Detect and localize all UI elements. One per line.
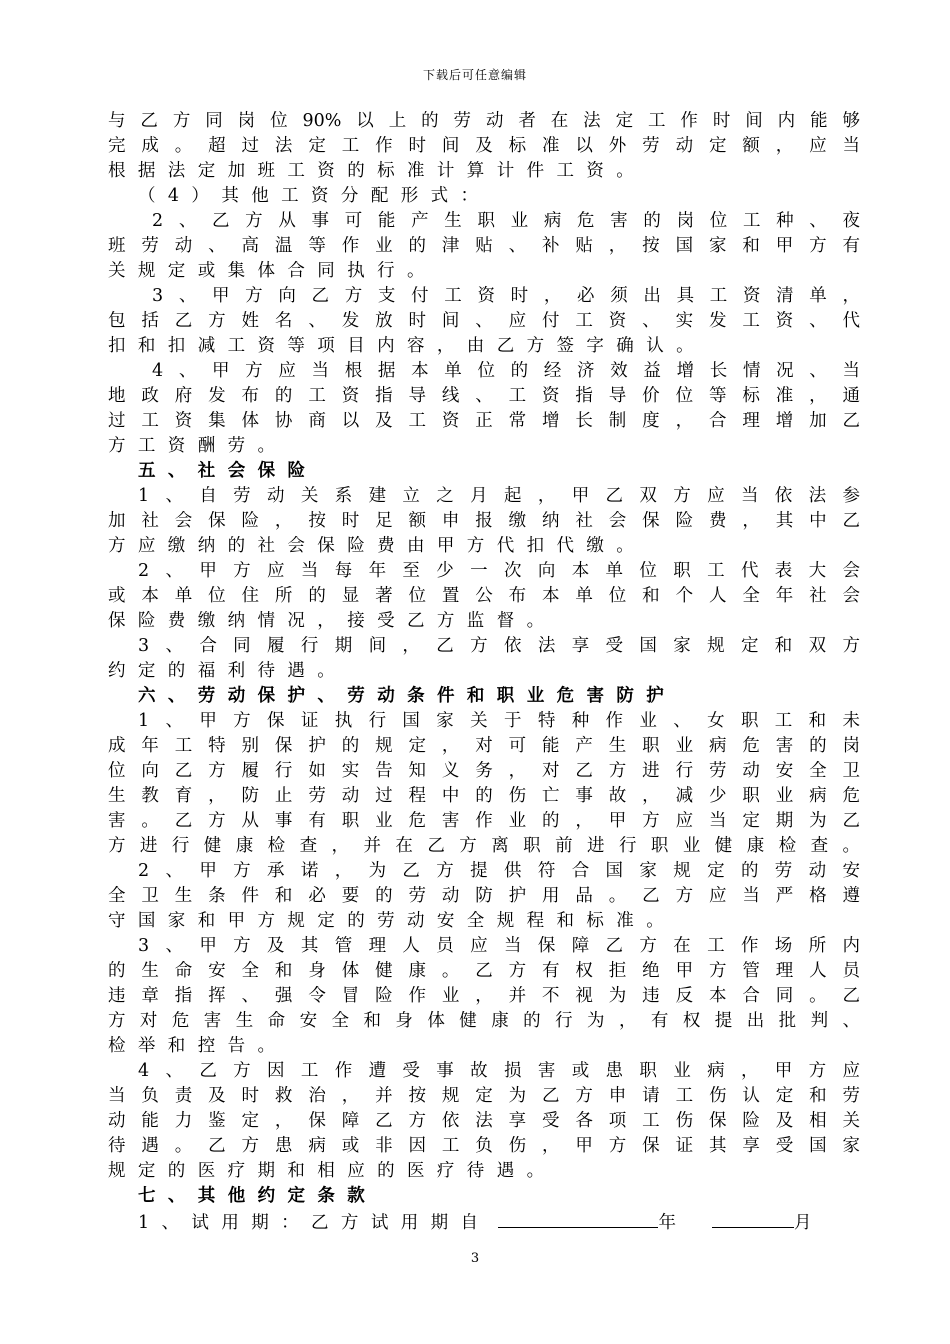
text-line: 3、合同履行期间，乙方依法享受国家规定和双方 [138, 636, 860, 656]
text-line: 方应缴纳的社会保险费由甲方代扣代缴。 [108, 536, 647, 556]
text-line: 守国家和甲方规定的劳动安全规程和标准。 [108, 911, 677, 931]
text-line: 检举和控告。 [108, 1036, 288, 1056]
year-label: 年 [658, 1213, 676, 1233]
text-line: 或本单位住所的显著位置公布本单位和个人全年社会 [108, 586, 860, 606]
text-line: 方进行健康检查，并在乙方离职前进行职业健康检查。 [108, 836, 860, 856]
text-line: 4、乙方因工作遭受事故损害或患职业病，甲方应 [138, 1061, 860, 1081]
text-line: 2、乙方从事可能产生职业病危害的岗位工种、夜 [152, 211, 860, 231]
text-line: 成年工特别保护的规定，对可能产生职业病危害的岗 [108, 736, 860, 756]
probation-label: 1、试用期：乙方试用期自 [138, 1213, 491, 1233]
text-line: 位向乙方履行如实告知义务，对乙方进行劳动安全卫 [108, 761, 860, 781]
text-line: 包括乙方姓名、发放时间、应付工资、实发工资、代 [108, 311, 860, 331]
text-line: 方对危害生命安全和身体健康的行为，有权提出批判、 [108, 1011, 860, 1031]
text-line: 动能力鉴定，保障乙方依法享受各项工伤保险及相关 [108, 1111, 860, 1131]
text-line: 加社会保险，按时足额申报缴纳社会保险费，其中乙 [108, 511, 860, 531]
text-line: 当负责及时救治，并按规定为乙方申请工伤认定和劳 [108, 1086, 860, 1106]
text-line: 违章指挥、强令冒险作业，并不视为违反本合同。乙 [108, 986, 860, 1006]
text-line: 根据法定加班工资的标准计算计件工资。 [108, 161, 647, 181]
page-number: 3 [470, 1251, 480, 1266]
text-line: 2、甲方应当每年至少一次向本单位职工代表大会 [138, 561, 860, 581]
text-line: 方工资酬劳。 [108, 436, 288, 456]
text-line: 3、甲方向乙方支付工资时，必须出具工资清单， [152, 286, 860, 306]
text-line: 完成。超过法定工作时间及标准以外劳动定额，应当 [108, 136, 860, 156]
text-line: 生教育，防止劳动过程中的伤亡事故，减少职业病危 [108, 786, 860, 806]
section-heading: 七、其他约定条款 [138, 1186, 378, 1206]
text-line: 过工资集体协商以及工资正常增长制度，合理增加乙 [108, 411, 860, 431]
text-line: 3、甲方及其管理人员应当保障乙方在工作场所内 [138, 936, 860, 956]
month-label: 月 [793, 1213, 812, 1233]
page-header: 下载后可任意编辑 [422, 68, 527, 82]
text-line: 约定的福利待遇。 [108, 661, 348, 681]
document-body [108, 109, 860, 1234]
text-line: 1、自劳动关系建立之月起，甲乙双方应当依法参 [138, 486, 860, 506]
text-line: 全卫生条件和必要的劳动防护用品。乙方应当严格遵 [108, 886, 860, 906]
probation-line [108, 1209, 860, 1234]
text-line: 关规定或集体合同执行。 [108, 261, 437, 281]
text-line: 保险费缴纳情况，接受乙方监督。 [108, 611, 557, 631]
text-line: 地政府发布的工资指导线、工资指导价位等标准，通 [108, 386, 860, 406]
text-line: 2、甲方承诺，为乙方提供符合国家规定的劳动安 [138, 861, 860, 881]
section-heading: 五、社会保险 [138, 461, 318, 481]
text-line: 4、甲方应当根据本单位的经济效益增长情况、当 [152, 361, 860, 381]
probation-start-year-field[interactable] [498, 1209, 658, 1228]
section-heading: 六、劳动保护、劳动条件和职业危害防护 [138, 686, 677, 706]
probation-start-month-field[interactable] [712, 1209, 794, 1228]
text-line: 扣和扣减工资等项目内容，由乙方签字确认。 [108, 336, 706, 356]
text-line: （4）其他工资分配形式： [138, 186, 491, 206]
text-line: 1、甲方保证执行国家关于特种作业、女职工和未 [138, 711, 860, 731]
text-line: 的生命安全和身体健康。乙方有权拒绝甲方管理人员 [108, 961, 860, 981]
text-line: 待遇。乙方患病或非因工负伤，甲方保证其享受国家 [108, 1136, 860, 1156]
text-line: 班劳动、高温等作业的津贴、补贴，按国家和甲方有 [108, 236, 860, 256]
text-line: 与乙方同岗位90%以上的劳动者在法定工作时间内能够 [108, 111, 860, 131]
text-line: 规定的医疗期和相应的医疗待遇。 [108, 1161, 557, 1181]
text-line: 害。乙方从事有职业危害作业的，甲方应当定期为乙 [108, 811, 860, 831]
